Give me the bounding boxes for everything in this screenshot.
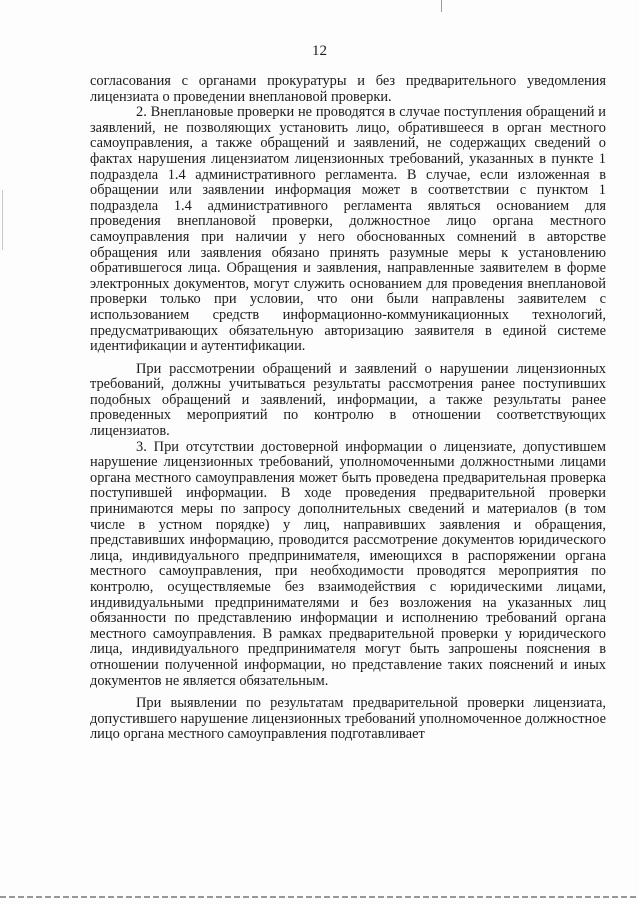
- scan-artifact-top: [441, 0, 442, 12]
- document-body: [90, 74, 606, 743]
- scan-artifact-left: [2, 190, 3, 250]
- paragraph-item-3: 3. При отсутствии достоверной информации о лицензиате, допустившем нарушение лицензионных требований, уполномоченными должностными лицами органа местного самоуправления может быть проведена предварительная проверка поступившей информации. В ходе проведения предварительной проверки принимаются меры по запросу дополнительных сведений и материалов (в том числе в устном порядке) у лиц, направивших заявления и обращения, представивших информацию, проводится рассмотрение документов юридического лица, индивидуального предпринимателя, имеющихся в распоряжении органа местного самоуправления, при необходимости проводятся мероприятия по контролю, осуществляемые без взаимодействия с юридическими лицами, индивидуальными предпринимателями и без возложения на указанных лиц обязанности по представлению информации и исполнению требований органа местного самоуправления. В рамках предварительной проверки у юридического лица, индивидуального предпринимателя могут быть запрошены пояснения в отношении полученной информации, но представление таких пояснений и иных документов не является обязательным.: [90, 438, 606, 689]
- page-number: 12: [312, 43, 327, 59]
- paragraph-consideration: При рассмотрении обращений и заявлений о нарушении лицензионных требований, должны учитываться результаты рассмотрения ранее поступивших подобных обращений и заявлений, информации, а также результаты ранее проведенных мероприятий по контролю в отношении соответствующих лицензиатов.: [90, 360, 606, 440]
- paragraph-detection: При выявлении по результатам предварительной проверки лицензиата, допустившего нарушение лицензионных требований уполномоченное должностное лицо органа местного самоуправления подготавливает: [90, 695, 606, 743]
- scan-edge-bottom: [0, 896, 639, 898]
- paragraph-continuation: согласования с органами прокуратуры и без предварительного уведомления лицензиата о проведении внеплановой проверки.: [90, 73, 606, 105]
- paragraph-item-2: 2. Внеплановые проверки не проводятся в случае поступления обращений и заявлений, не позволяющих установить лицо, обратившееся в орган местного самоуправления, а также обращений и заявлений, не содержащих сведений о фактах нарушения лицензиатом лицензионных требований, указанных в пункте 1 подраздела 1.4 административного регламента. В случае, если изложенная в обращении или заявлении информация может в соответствии с пунктом 1 подраздела 1.4 административного регламента являться основанием для проведения внеплановой проверки, должностное лицо органа местного самоуправления при наличии у него обоснованных сомнений в авторстве обращения или заявления обязано принять разумные меры к установлению обратившегося лица. Обращения и заявления, направленные заявителем в форме электронных документов, могут служить основанием для проведения внеплановой проверки только при условии, что они были направлены заявителем с использованием средств информационно-коммуникационных технологий, предусматривающих обязательную авторизацию заявителя в единой системе идентификации и аутентификации.: [90, 104, 606, 355]
